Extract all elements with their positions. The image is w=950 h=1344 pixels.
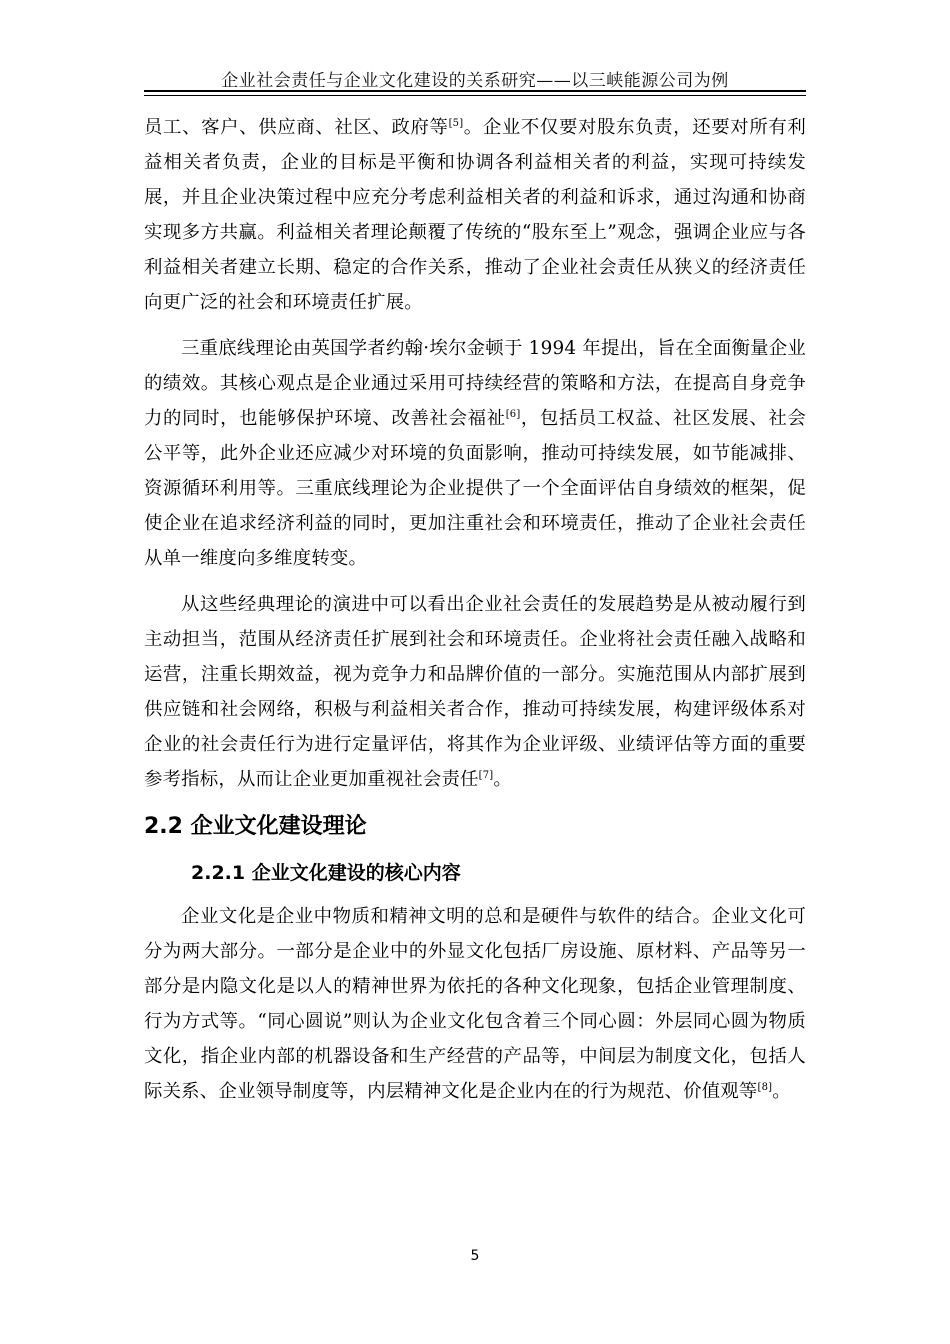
paragraph-text-rest: 。 <box>493 769 512 790</box>
paragraph-gap <box>144 320 806 331</box>
subsection-heading: 2.2.1 企业文化建设的核心内容 <box>191 862 461 884</box>
paragraph-text: 三重底线理论由英国学者约翰·埃尔金顿于 1994 年提出，旨在全面衡量企业的绩效。其核心观点是企业通过采用可持续经营的策略和方法，在提高自身竞争力的同时，也能够保护环境、改善社会福祉 <box>144 338 806 429</box>
paragraph-stakeholder-continued <box>144 110 806 320</box>
paragraph-text: 从这些经典理论的演进中可以看出企业社会责任的发展趋势是从被动履行到主动担当，范围从经济责任扩展到社会和环境责任。企业将社会责任融入战略和运营，注重长期效益，视为竞争力和品牌价值的一部分。实施范围从内部扩展到供应链和社会网络，积极与利益相关者合作，推动可持续发展，构建评级体系对企业的社会责任行为进行定量评估，将其作为企业评级、业绩评估等方面的重要参考指标，从而让企业更加重视社会责任 <box>144 594 806 790</box>
header-rule-thick <box>144 90 806 92</box>
page-number: 5 <box>470 1248 480 1264</box>
paragraph-text-rest: 。 <box>772 1081 791 1102</box>
running-header-title: 企业社会责任与企业文化建设的关系研究——以三峡能源公司为例 <box>221 71 729 91</box>
citation-7: [7] <box>478 769 494 781</box>
citation-6: [6] <box>505 408 521 420</box>
paragraph-triple-bottom-line <box>144 331 806 576</box>
body-content <box>144 110 806 1109</box>
header-rule-thin <box>144 95 806 96</box>
paragraph-text: 企业文化是企业中物质和精神文明的总和是硬件与软件的结合。企业文化可分为两大部分。一部分是企业中的外显文化包括厂房设施、原材料、产品等另一部分是内隐文化是以人的精神世界为依托的各种文化现象，包括企业管理制度、行为方式等。“同心圆说”则认为企业文化包含着三个同心圆：外层同心圆为物质文化，指企业内部的机器设备和生产经营的产品等，中间层为制度文化，包括人际关系、企业领导制度等，内层精神文化是企业内在的行为规范、价值观等 <box>144 906 806 1102</box>
paragraph-text-rest: 。企业不仅要对股东负责，还要对所有利益相关者负责，企业的目标是平衡和协调各利益相关者的利益，实现可持续发展，并且企业决策过程中应充分考虑利益相关者的利益和诉求，通过沟通和协商实现多方共赢。利益相关者理论颠覆了传统的“股东至上”观念，强调企业应与各利益相关者建立长期、稳定的合作关系，推动了企业社会责任从狭义的经济责任向更广泛的社会和环境责任扩展。 <box>144 117 806 313</box>
paragraph-corporate-culture <box>144 899 806 1109</box>
citation-5: [5] <box>448 117 464 129</box>
section-heading: 2.2 企业文化建设理论 <box>144 814 367 839</box>
paragraph-gap <box>144 576 806 587</box>
paragraph-csr-trend <box>144 587 806 797</box>
paragraph-text: 员工、客户、供应商、社区、政府等 <box>144 117 449 138</box>
citation-8: [8] <box>757 1081 773 1093</box>
paragraph-text-rest: ，包括员工权益、社区发展、社会公平等，此外企业还应减少对环境的负面影响，推动可持续发展，如节能减排、资源循环利用等。三重底线理论为企业提供了一个全面评估自身绩效的框架，促使企业在追求经济利益的同时，更加注重社会和环境责任，推动了企业社会责任从单一维度向多维度转变。 <box>144 408 806 569</box>
